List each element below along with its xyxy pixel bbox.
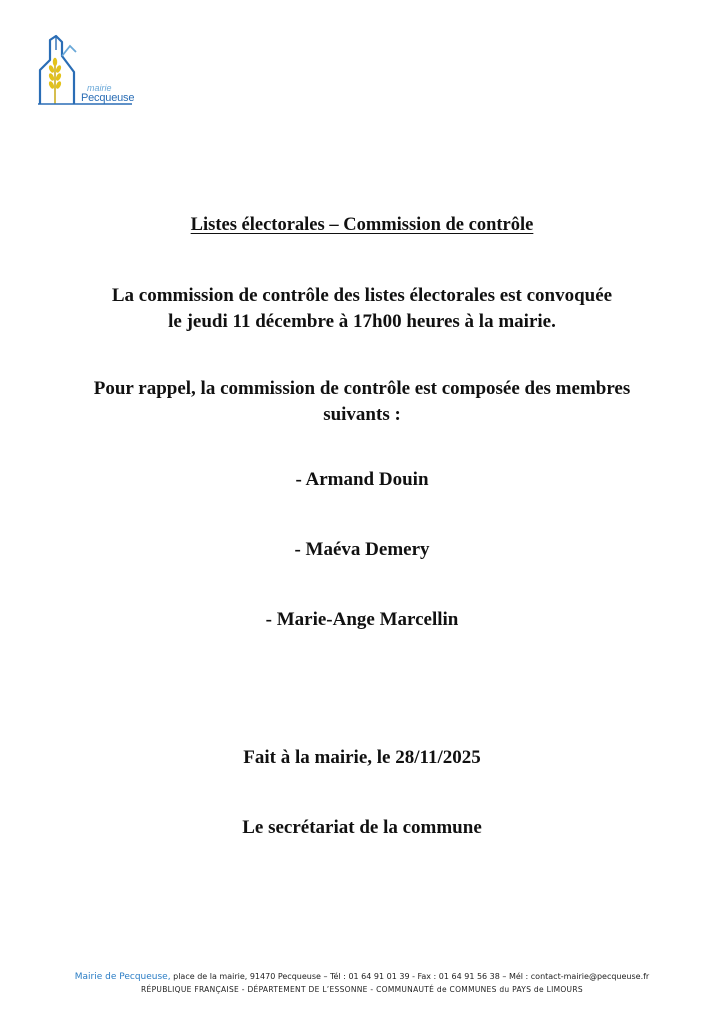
footer-administrative: RÉPUBLIQUE FRANÇAISE - DÉPARTEMENT DE L’ESSONNE - COMMUNAUTÉ de COMMUNES du PAYS de LIMOURS xyxy=(141,985,583,994)
done-at-date: Fait à la mairie, le 28/11/2025 xyxy=(243,747,481,768)
notice-title-text: Listes électorales – Commission de contrôle xyxy=(190,215,534,235)
logo-mairie-text: mairie xyxy=(87,83,112,93)
footer-contact xyxy=(0,972,724,982)
member-item: - Marie-Ange Marcellin xyxy=(265,609,459,630)
reminder-line-2: suivants : xyxy=(323,404,401,425)
logo-town-name: Pecqueuse xyxy=(81,92,135,104)
footer-contact-details: place de la mairie, 91470 Pecqueuse – Tél : 01 64 91 01 39 - Fax : 01 64 91 56 38 – Mél : contact-mairie@pecqueuse.fr xyxy=(170,972,650,981)
pecqueuse-logo xyxy=(34,34,134,110)
footer-brand: Mairie de Pecqueuse, xyxy=(74,972,171,982)
member-item: - Armand Douin xyxy=(295,469,429,490)
convocation-line-1: La commission de contrôle des listes électorales est convoquée xyxy=(111,285,613,306)
member-item: - Maéva Demery xyxy=(294,539,430,560)
notice-title xyxy=(0,213,724,237)
signature-secretariat: Le secrétariat de la commune xyxy=(242,817,482,838)
reminder-line-1: Pour rappel, la commission de contrôle est composée des membres xyxy=(93,378,631,399)
convocation-line-2: le jeudi 11 décembre à 17h00 heures à la mairie. xyxy=(168,311,556,332)
